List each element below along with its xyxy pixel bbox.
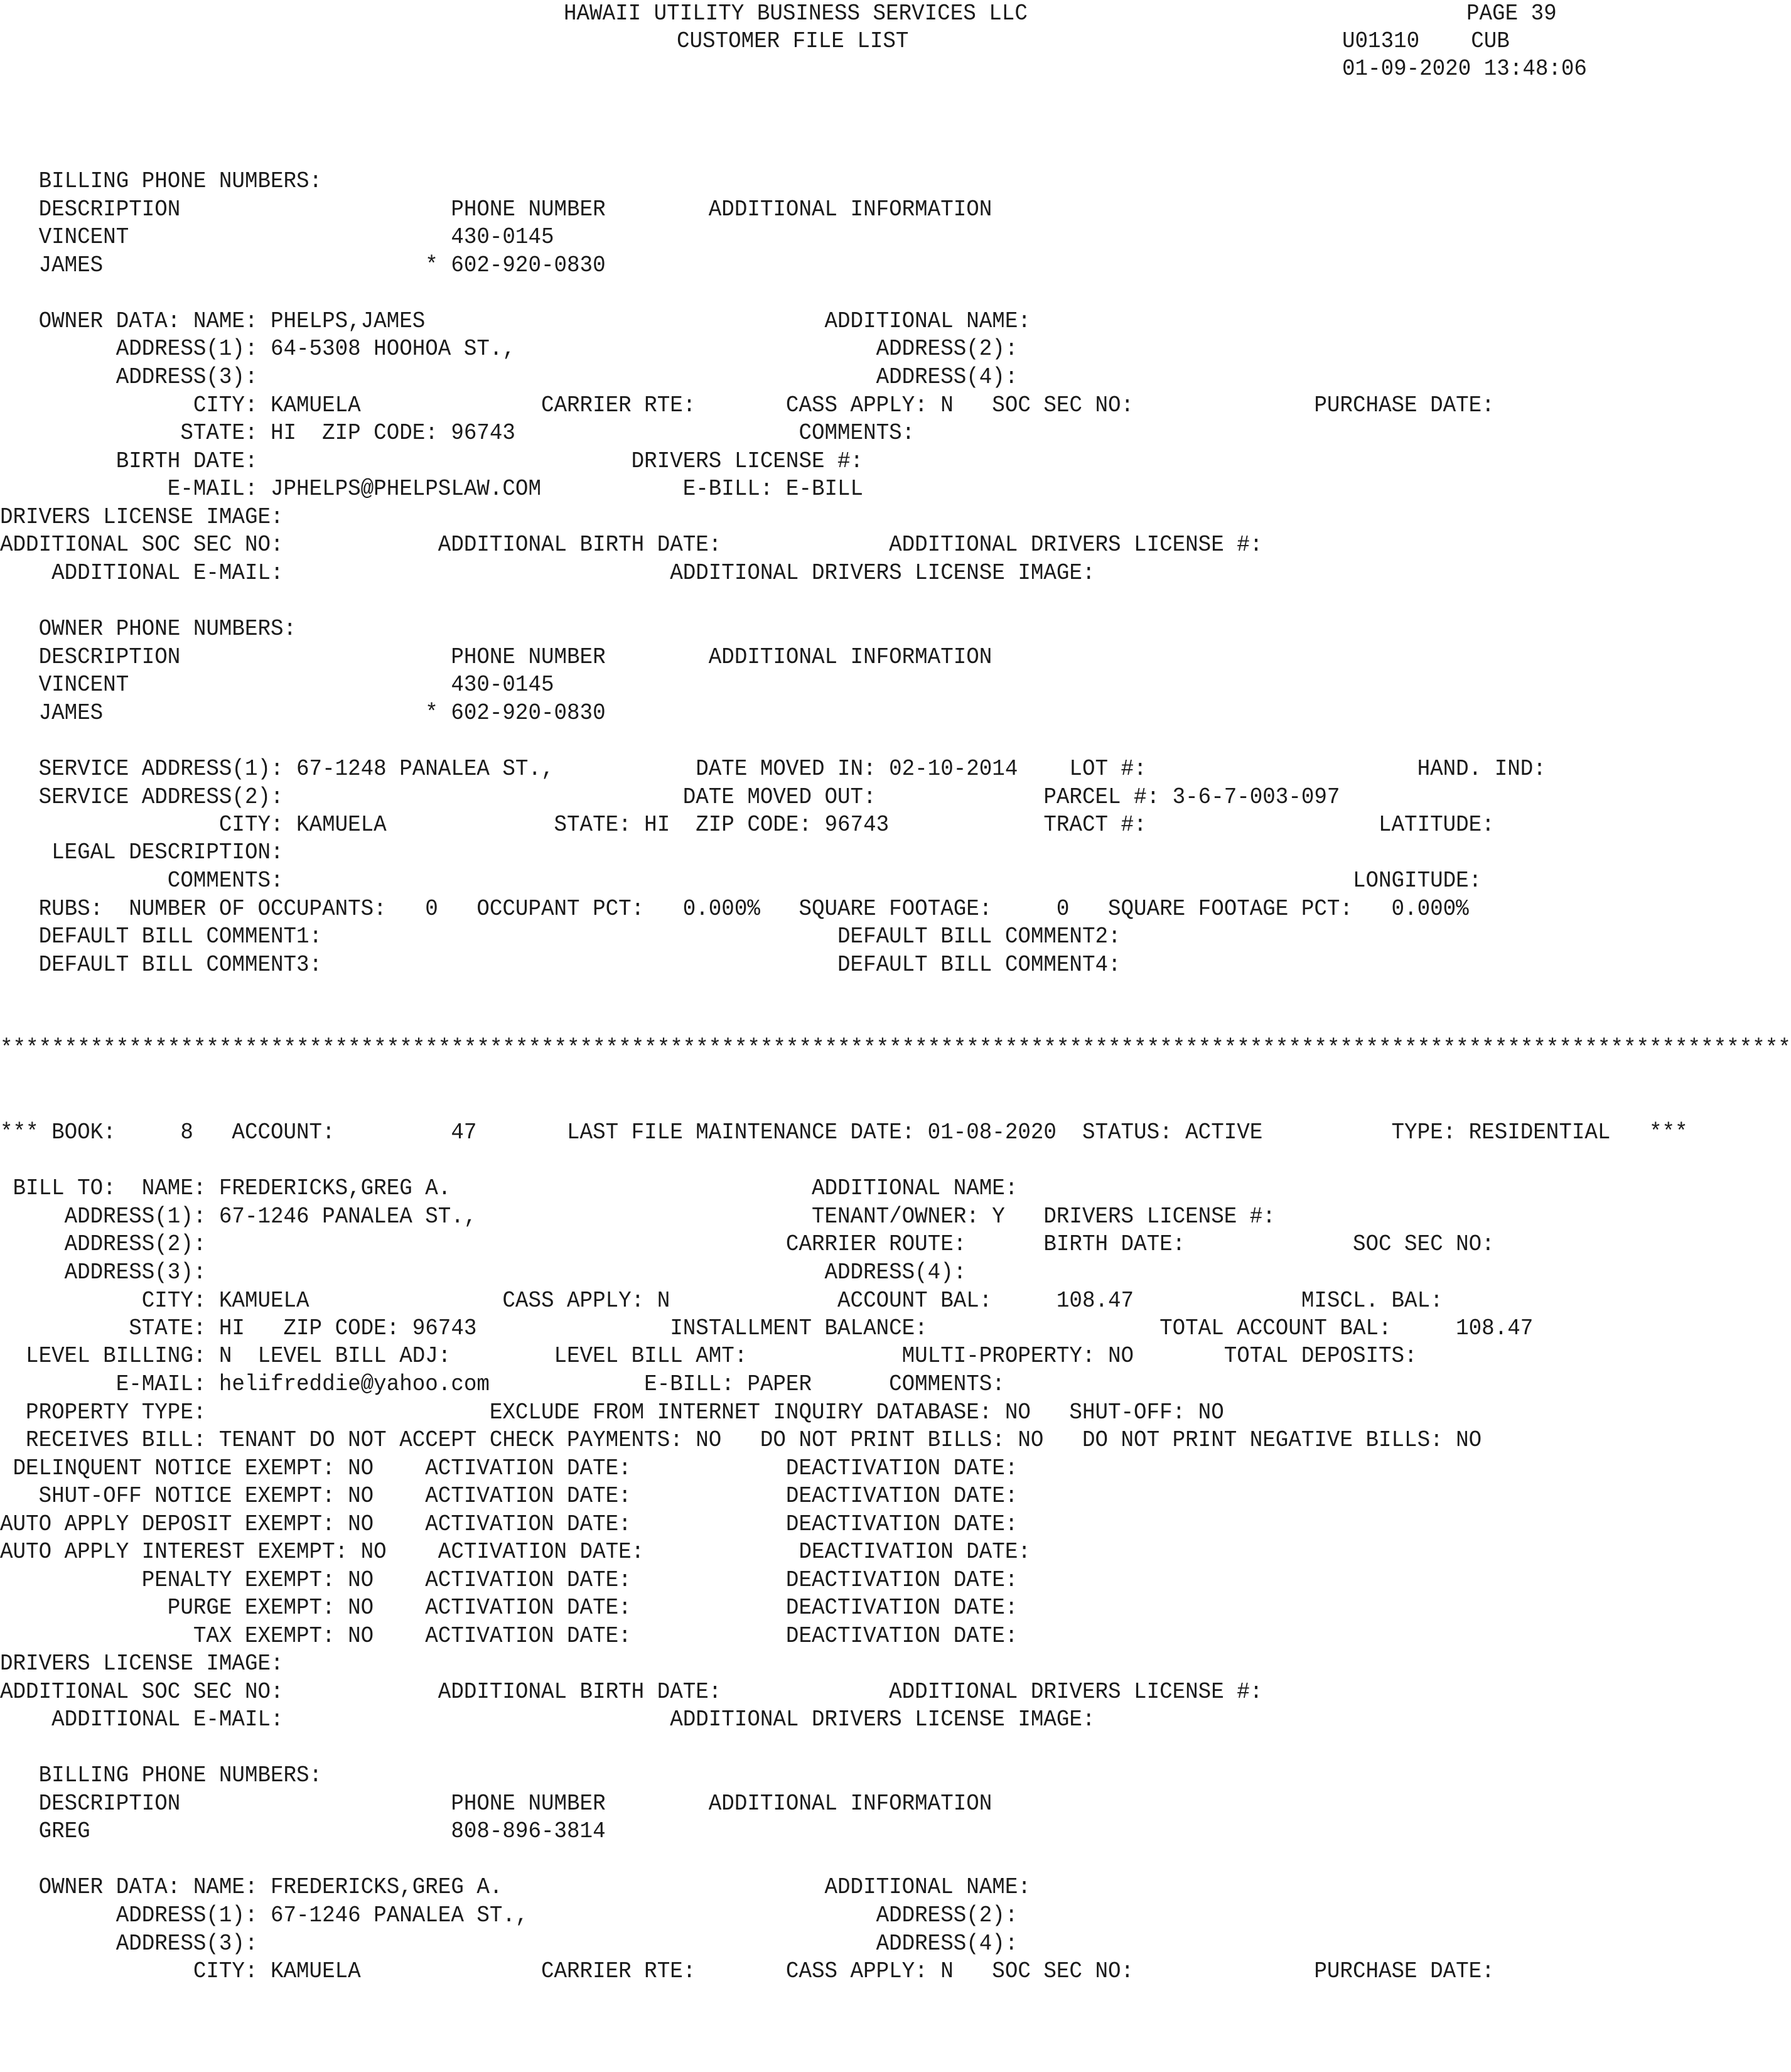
billing-phones-columns: DESCRIPTION PHONE NUMBER ADDITIONAL INFORMATION [0,197,992,222]
bill-to-line: ADDITIONAL E-MAIL: ADDITIONAL DRIVERS LICENSE IMAGE: [0,1707,1095,1732]
owner-data-line: DRIVERS LICENSE IMAGE: [0,504,284,530]
owner-data-line: E-MAIL: JPHELPS@PHELPSLAW.COM E-BILL: E-BILL [0,476,864,502]
service-address-line: SERVICE ADDRESS(2): DATE MOVED OUT: PARCEL #: 3-6-7-003-097 [0,784,1340,810]
report-code: U01310 CUB [1342,28,1510,54]
owner-phone-row: JAMES * 602-920-0830 [0,700,606,726]
bill-to-line: PROPERTY TYPE: EXCLUDE FROM INTERNET INQUIRY DATABASE: NO SHUT-OFF: NO [0,1400,1224,1425]
owner-phone-row: VINCENT 430-0145 [0,672,554,698]
bill-to-line: ADDRESS(3): ADDRESS(4): [0,1260,967,1285]
bill-to-line: BILL TO: NAME: FREDERICKS,GREG A. ADDITIONAL NAME: [0,1175,1018,1201]
owner-data-line: STATE: HI ZIP CODE: 96743 COMMENTS: [0,420,915,446]
report-title: CUSTOMER FILE LIST [677,28,909,54]
owner-data-line: ADDITIONAL SOC SEC NO: ADDITIONAL BIRTH DATE: ADDITIONAL DRIVERS LICENSE #: [0,532,1263,558]
owner-data-line: OWNER DATA: NAME: PHELPS,JAMES ADDITIONAL NAME: [0,308,1031,334]
owner-data-line: CITY: KAMUELA CARRIER RTE: CASS APPLY: N SOC SEC NO: PURCHASE DATE: [0,392,1495,418]
service-address-line: RUBS: NUMBER OF OCCUPANTS: 0 OCCUPANT PCT: 0.000% SQUARE FOOTAGE: 0 SQUARE FOOTAGE PCT: 0.000% [0,896,1469,922]
service-address-line: DEFAULT BILL COMMENT3: DEFAULT BILL COMMENT4: [0,952,1121,978]
service-address-line: COMMENTS: LONGITUDE: [0,868,1482,893]
page-number: PAGE 39 [1466,1,1557,26]
owner-data-line: ADDRESS(3): ADDRESS(4): [0,364,1018,390]
exemption-line: PENALTY EXEMPT: NO ACTIVATION DATE: DEACTIVATION DATE: [0,1567,1018,1593]
bill-to-line: DRIVERS LICENSE IMAGE: [0,1651,284,1676]
billing-phones-heading: BILLING PHONE NUMBERS: [0,1762,323,1788]
service-address-line: SERVICE ADDRESS(1): 67-1248 PANALEA ST., DATE MOVED IN: 02-10-2014 LOT #: HAND. IND: [0,756,1546,782]
exemption-line: AUTO APPLY INTEREST EXEMPT: NO ACTIVATION DATE: DEACTIVATION DATE: [0,1539,1031,1565]
bill-to-line: CITY: KAMUELA CASS APPLY: N ACCOUNT BAL: 108.47 MISCL. BAL: [0,1288,1443,1314]
owner-data-line: BIRTH DATE: DRIVERS LICENSE #: [0,448,864,474]
service-address-line: LEGAL DESCRIPTION: [0,839,284,865]
owner-data-line: ADDITIONAL E-MAIL: ADDITIONAL DRIVERS LICENSE IMAGE: [0,560,1095,586]
bill-to-line: ADDITIONAL SOC SEC NO: ADDITIONAL BIRTH DATE: ADDITIONAL DRIVERS LICENSE #: [0,1679,1263,1705]
owner-data-line: ADDRESS(1): 67-1246 PANALEA ST., ADDRESS(2): [0,1902,1018,1928]
bill-to-line: E-MAIL: helifreddie@yahoo.com E-BILL: PAPER COMMENTS: [0,1371,1005,1397]
run-datetime: 01-09-2020 13:48:06 [1342,56,1587,82]
exemption-line: SHUT-OFF NOTICE EXEMPT: NO ACTIVATION DATE: DEACTIVATION DATE: [0,1483,1018,1509]
billing-phones-columns: DESCRIPTION PHONE NUMBER ADDITIONAL INFORMATION [0,1791,992,1816]
exemption-line: AUTO APPLY DEPOSIT EXEMPT: NO ACTIVATION DATE: DEACTIVATION DATE: [0,1511,1018,1537]
bill-to-line: STATE: HI ZIP CODE: 96743 INSTALLMENT BALANCE: TOTAL ACCOUNT BAL: 108.47 [0,1315,1534,1341]
exemption-line: PURGE EXEMPT: NO ACTIVATION DATE: DEACTIVATION DATE: [0,1595,1018,1621]
bill-to-line: RECEIVES BILL: TENANT DO NOT ACCEPT CHECK PAYMENTS: NO DO NOT PRINT BILLS: NO DO NOT PRINT NEGATIVE BILLS: NO [0,1427,1482,1453]
account-header: *** BOOK: 8 ACCOUNT: 47 LAST FILE MAINTENANCE DATE: 01-08-2020 STATUS: ACTIVE TYPE: RESIDENTIAL *** [0,1120,1688,1145]
company-name: HAWAII UTILITY BUSINESS SERVICES LLC [564,1,1028,26]
service-address-line: CITY: KAMUELA STATE: HI ZIP CODE: 96743 TRACT #: LATITUDE: [0,812,1495,838]
owner-phones-heading: OWNER PHONE NUMBERS: [0,616,297,642]
exemption-line: TAX EXEMPT: NO ACTIVATION DATE: DEACTIVATION DATE: [0,1623,1018,1649]
exemption-line: DELINQUENT NOTICE EXEMPT: NO ACTIVATION DATE: DEACTIVATION DATE: [0,1455,1018,1481]
service-address-line: DEFAULT BILL COMMENT1: DEFAULT BILL COMMENT2: [0,924,1121,949]
owner-data-line: ADDRESS(3): ADDRESS(4): [0,1931,1018,1956]
bill-to-line: ADDRESS(1): 67-1246 PANALEA ST., TENANT/OWNER: Y DRIVERS LICENSE #: [0,1204,1276,1229]
owner-phones-columns: DESCRIPTION PHONE NUMBER ADDITIONAL INFORMATION [0,644,992,670]
owner-data-line: CITY: KAMUELA CARRIER RTE: CASS APPLY: N SOC SEC NO: PURCHASE DATE: [0,1958,1495,1984]
owner-data-line: OWNER DATA: NAME: FREDERICKS,GREG A. ADDITIONAL NAME: [0,1874,1031,1900]
bill-to-line: ADDRESS(2): CARRIER ROUTE: BIRTH DATE: SOC SEC NO: [0,1231,1495,1257]
billing-phone-row: GREG 808-896-3814 [0,1818,606,1844]
billing-phone-row: JAMES * 602-920-0830 [0,252,606,278]
record-separator: ******************************************************************************************************************************************* [0,1035,1791,1061]
billing-phones-heading: BILLING PHONE NUMBERS: [0,168,323,194]
billing-phone-row: VINCENT 430-0145 [0,224,554,250]
bill-to-line: LEVEL BILLING: N LEVEL BILL ADJ: LEVEL BILL AMT: MULTI-PROPERTY: NO TOTAL DEPOSITS: [0,1343,1417,1369]
owner-data-line: ADDRESS(1): 64-5308 HOOHOA ST., ADDRESS(2): [0,336,1018,362]
